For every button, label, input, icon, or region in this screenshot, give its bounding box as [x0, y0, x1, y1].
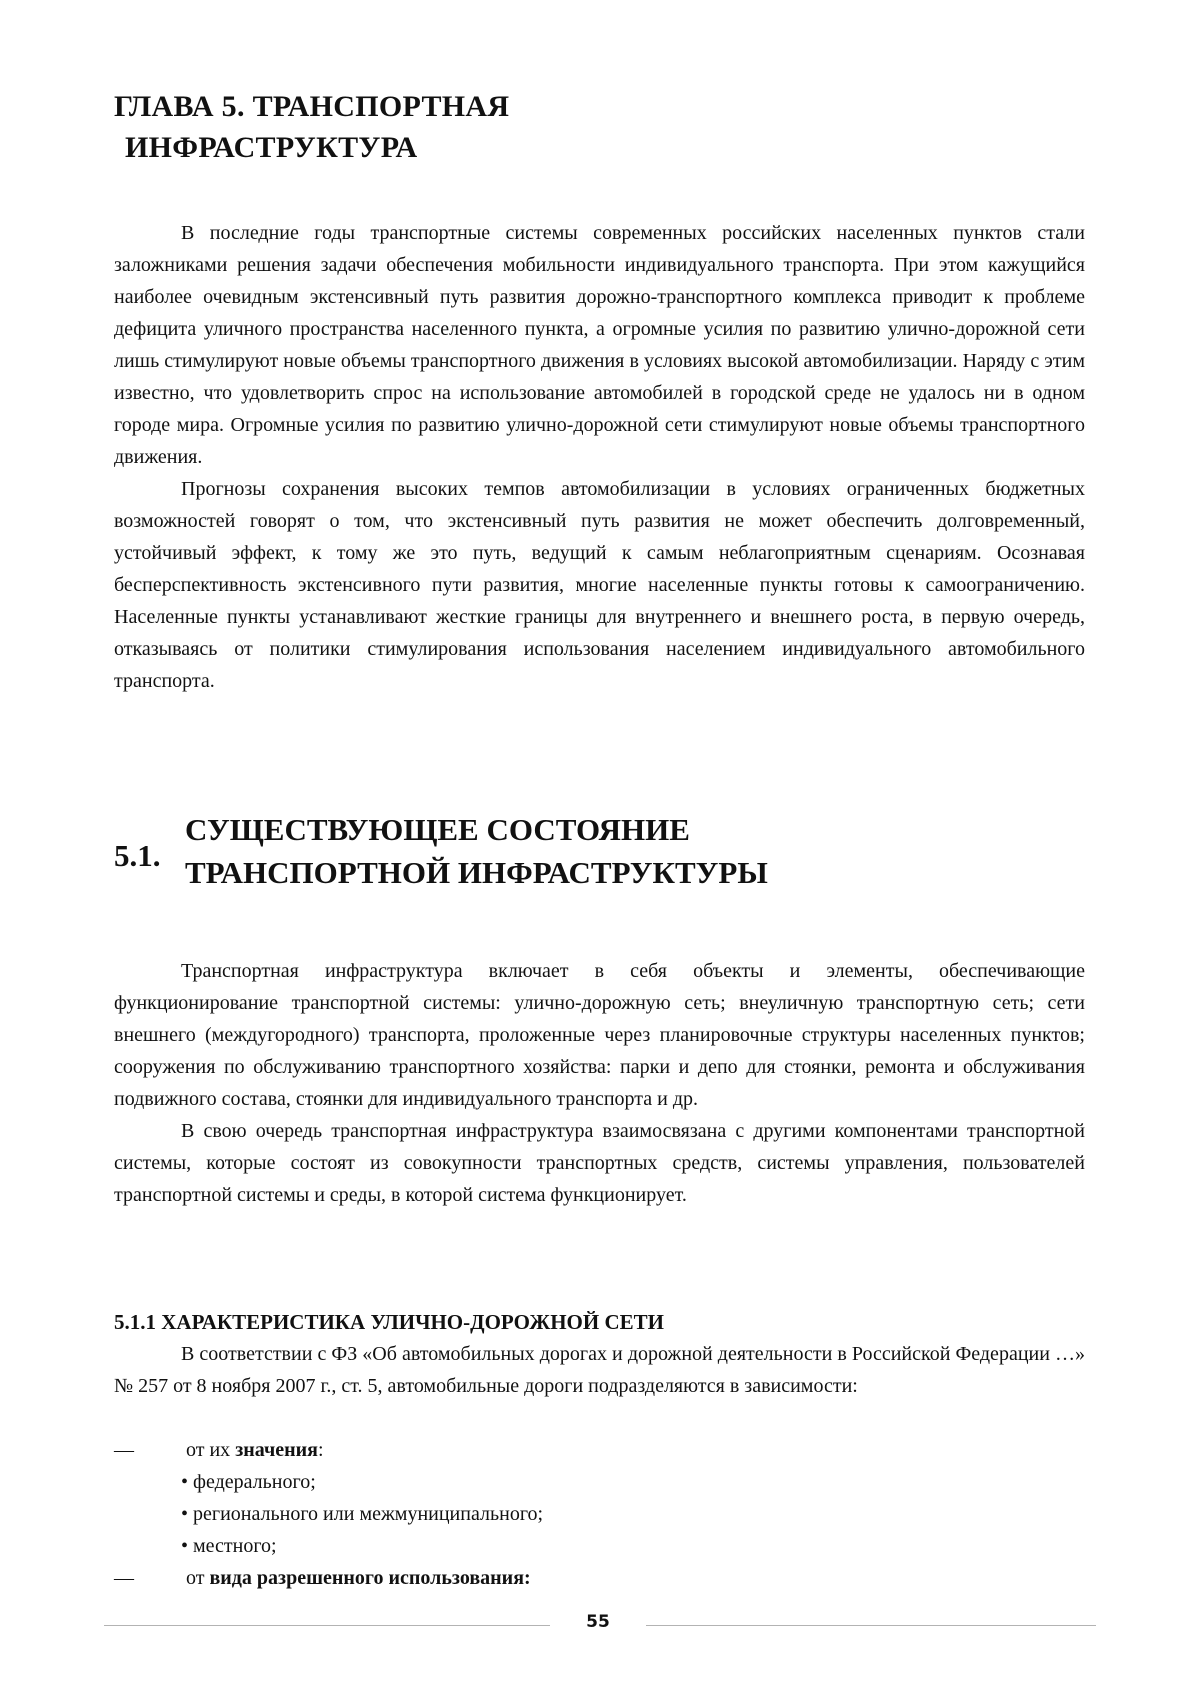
chapter-title-line-1: ГЛАВА 5. ТРАНСПОРТНАЯ [114, 90, 510, 123]
bullet-regional: • регионального или межмуниципального; [181, 1503, 544, 1525]
intro-paragraph-1: В последние годы транспортные системы современных российских населенных пунктов стали заложниками решения задачи обеспечения мобильности индивидуального транспорта. При этом кажущийся наиболее очевидным экстенсивный путь развития дорожно-транспортного комплекса приводит к проблеме дефицита уличного пространства населенного пункта, а огромные усилия по развитию улично-дорожной сети лишь стимулируют новые объемы транспортного движения в условиях высокой автомобилизации. Наряду с этим известно, что удовлетворить спрос на использование автомобилей в городской среде не удалось ни в одном городе мира. Огромные усилия по развитию улично-дорожной сети стимулируют новые объемы транспортного движения. [114, 222, 1085, 468]
dash-marker: — [114, 1439, 134, 1461]
section-paragraph-1: Транспортная инфраструктура включает в себя объекты и элементы, обеспечивающие функционирование транспортной системы: улично-дорожную сеть; внеуличную транспортную сеть; сети внешнего (междугородного) транспорта, проложенные через планировочные структуры населенных пунктов; сооружения по обслуживанию транспортного хозяйства: парки и депо для стоянки, ремонта и обслуживания подвижного состава, стоянки для индивидуального транспорта и др. [114, 960, 1085, 1110]
chapter-title [114, 86, 509, 168]
subsection-heading: 5.1.1 ХАРАКТЕРИСТИКА УЛИЧНО-ДОРОЖНОЙ СЕТИ [114, 1310, 664, 1334]
footer-divider-right [646, 1625, 1096, 1626]
list-item-prefix: от их [186, 1439, 236, 1461]
section-paragraph-2: В свою очередь транспортная инфраструктура взаимосвязана с другими компонентами транспортной системы, которые состоят из совокупности транспортных средств, системы управления, пользователей транспортной системы и среды, в которой система функционирует. [114, 1120, 1085, 1206]
page-footer [104, 1610, 1096, 1640]
subsection-paragraph: В соответствии с ФЗ «Об автомобильных дорогах и дорожной деятельности в Российской Федерации …» № 257 от 8 ноября 2007 г., ст. 5, автомобильные дороги подразделяются в зависимости: [114, 1343, 1085, 1397]
chapter-title-line-2: ИНФРАСТРУКТУРА [125, 131, 418, 164]
list-item-prefix: от [186, 1567, 210, 1589]
subsection-text [114, 1338, 1085, 1402]
list-item-emphasis: значения [235, 1439, 318, 1461]
section-title-line-1: СУЩЕСТВУЮЩЕЕ СОСТОЯНИЕ [185, 812, 690, 847]
list-item-emphasis: вида разрешенного использования: [209, 1567, 531, 1589]
page-number: 55 [586, 1612, 610, 1632]
section-title-line-2: ТРАНСПОРТНОЙ ИНФРАСТРУКТУРЫ [185, 855, 768, 890]
bullet-federal: • федерального; [181, 1471, 316, 1493]
intro-text [114, 217, 1085, 697]
intro-paragraph-2: Прогнозы сохранения высоких темпов автомобилизации в условиях ограниченных бюджетных возможностей говорят о том, что экстенсивный путь развития не может обеспечить долговременный, устойчивый эффект, к тому же это путь, ведущий к самым неблагоприятным сценариям. Осознавая бесперспективность экстенсивного пути развития, многие населенные пункты готовы к самоограничению. Населенные пункты устанавливают жесткие границы для внутреннего и внешнего роста, в первую очередь, отказываясь от политики стимулирования использования населением индивидуального автомобильного транспорта. [114, 478, 1085, 692]
bullet-local: • местного; [181, 1535, 277, 1557]
section-number: 5.1. [114, 838, 161, 873]
dash-marker: — [114, 1567, 134, 1589]
list-item-text [186, 1562, 531, 1594]
section-title [185, 808, 885, 894]
list-item-suffix: : [317, 1439, 324, 1461]
section-text [114, 955, 1085, 1211]
list-item-text [186, 1434, 324, 1466]
footer-divider-left [104, 1625, 550, 1626]
